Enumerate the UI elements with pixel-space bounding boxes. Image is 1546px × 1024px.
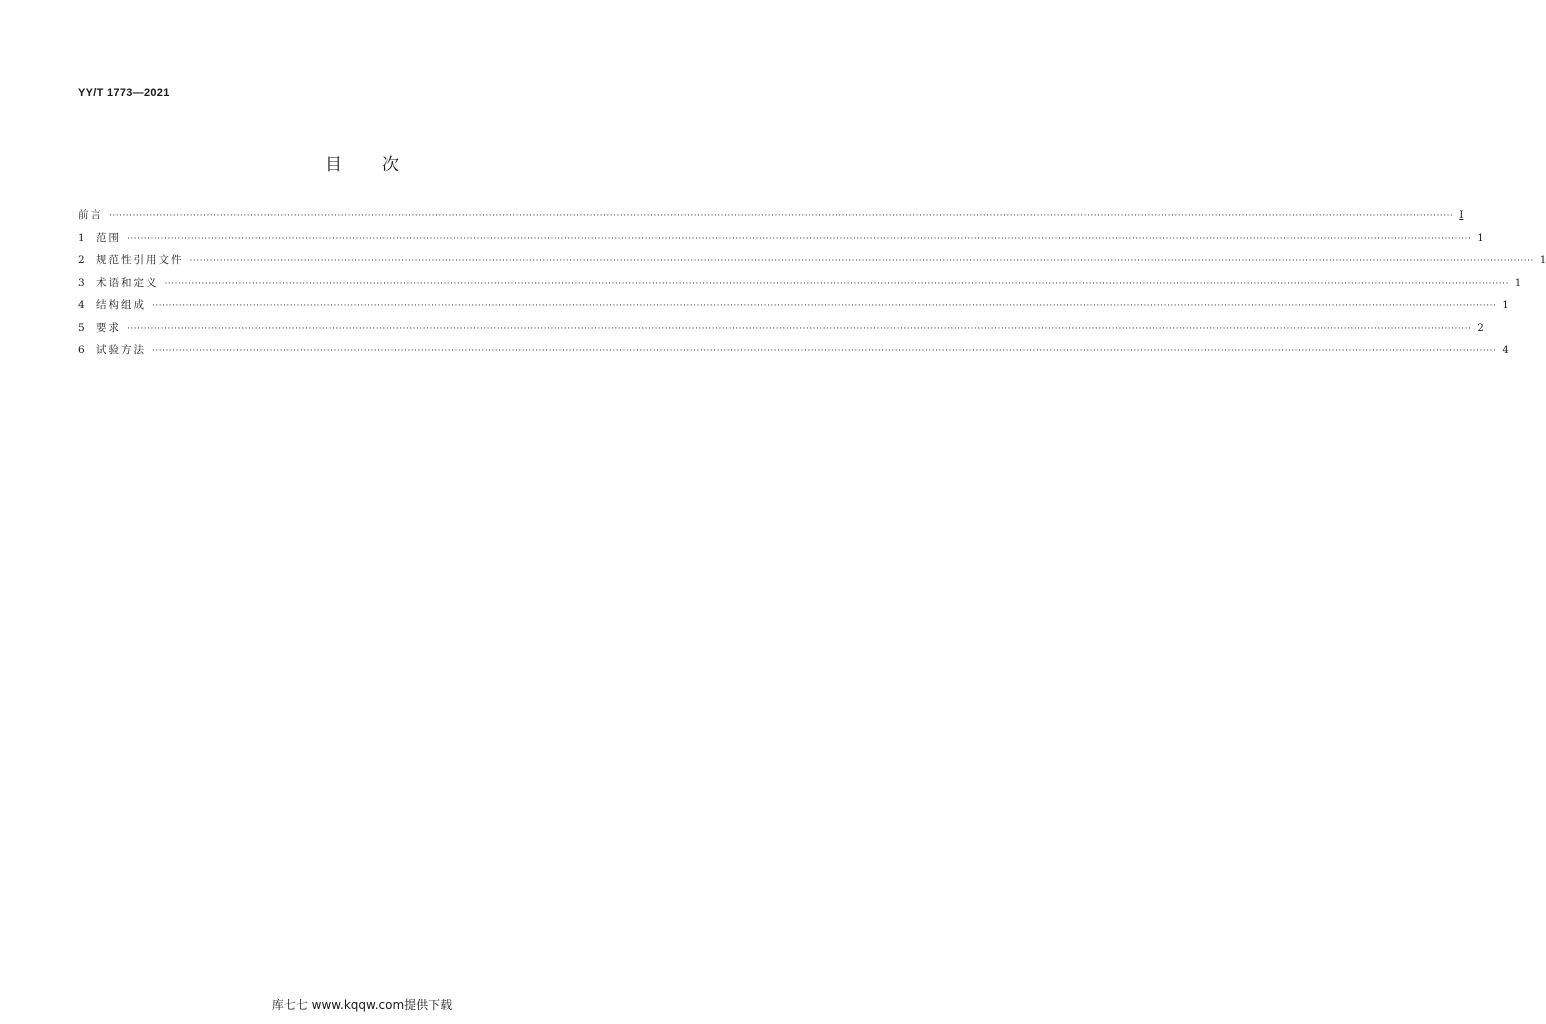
toc-leader: ················································································································································································································································································································································································································ <box>127 233 1472 244</box>
toc-leader: ················································································································································································································································································································································································································ <box>127 323 1472 334</box>
toc-leader: ················································································································································································································································································································································································································ <box>189 256 1534 266</box>
toc-entry-label: 要求 <box>96 321 121 334</box>
toc-entry-foreword[interactable] <box>78 207 1464 230</box>
toc-entry-requirements[interactable] <box>78 320 1484 343</box>
toc-entry-page: 1 <box>1477 232 1484 244</box>
toc-title-part2: 次 <box>382 155 399 175</box>
toc-entry-page: 1 <box>1514 277 1522 289</box>
toc-leader: ················································································································································································································································································································································································································ <box>152 346 1497 356</box>
toc-entry-page: I <box>1459 210 1464 221</box>
toc-entry-number: 5 <box>78 321 85 334</box>
toc-leader: ················································································································································································································································································································································································································ <box>109 211 1454 221</box>
toc-leader: ················································································································································································································································································································································································································ <box>164 278 1509 289</box>
toc-entry-label: 术语和定义 <box>96 276 159 289</box>
document-code: YY/T 1773—2021 <box>78 87 170 99</box>
toc-entry-scope[interactable] <box>78 230 1484 253</box>
toc-entry-page: 1 <box>1502 300 1509 311</box>
toc-entry-page: 1 <box>1539 255 1546 266</box>
footer-download-note: 库七七 www.kqqw.com提供下载 <box>271 998 453 1012</box>
toc-entry-number: 4 <box>78 299 85 311</box>
table-of-contents <box>78 207 1546 365</box>
toc-entry-label: 结构组成 <box>96 299 146 311</box>
toc-entry-label: 规范性引用文件 <box>96 254 184 266</box>
toc-entry-number: 1 <box>78 231 85 244</box>
toc-leader: ················································································································································································································································································································································································································ <box>152 301 1497 311</box>
toc-entry-terms-definitions[interactable] <box>78 275 1522 298</box>
toc-title-part1: 目 <box>325 155 342 175</box>
toc-entry-number: 6 <box>78 344 85 356</box>
toc-title <box>0 150 724 175</box>
toc-entry-page: 4 <box>1502 345 1509 356</box>
toc-entry-page: 2 <box>1477 322 1484 334</box>
toc-entry-composition[interactable] <box>78 297 1509 320</box>
toc-entry-label: 前言 <box>78 209 103 221</box>
toc-entry-normative-references[interactable] <box>78 252 1546 275</box>
toc-entry-number: 3 <box>78 276 85 289</box>
toc-entry-number: 2 <box>78 254 85 266</box>
toc-entry-test-methods[interactable] <box>78 342 1509 365</box>
toc-entry-label: 试验方法 <box>96 344 146 356</box>
toc-entry-label: 范围 <box>96 231 121 244</box>
